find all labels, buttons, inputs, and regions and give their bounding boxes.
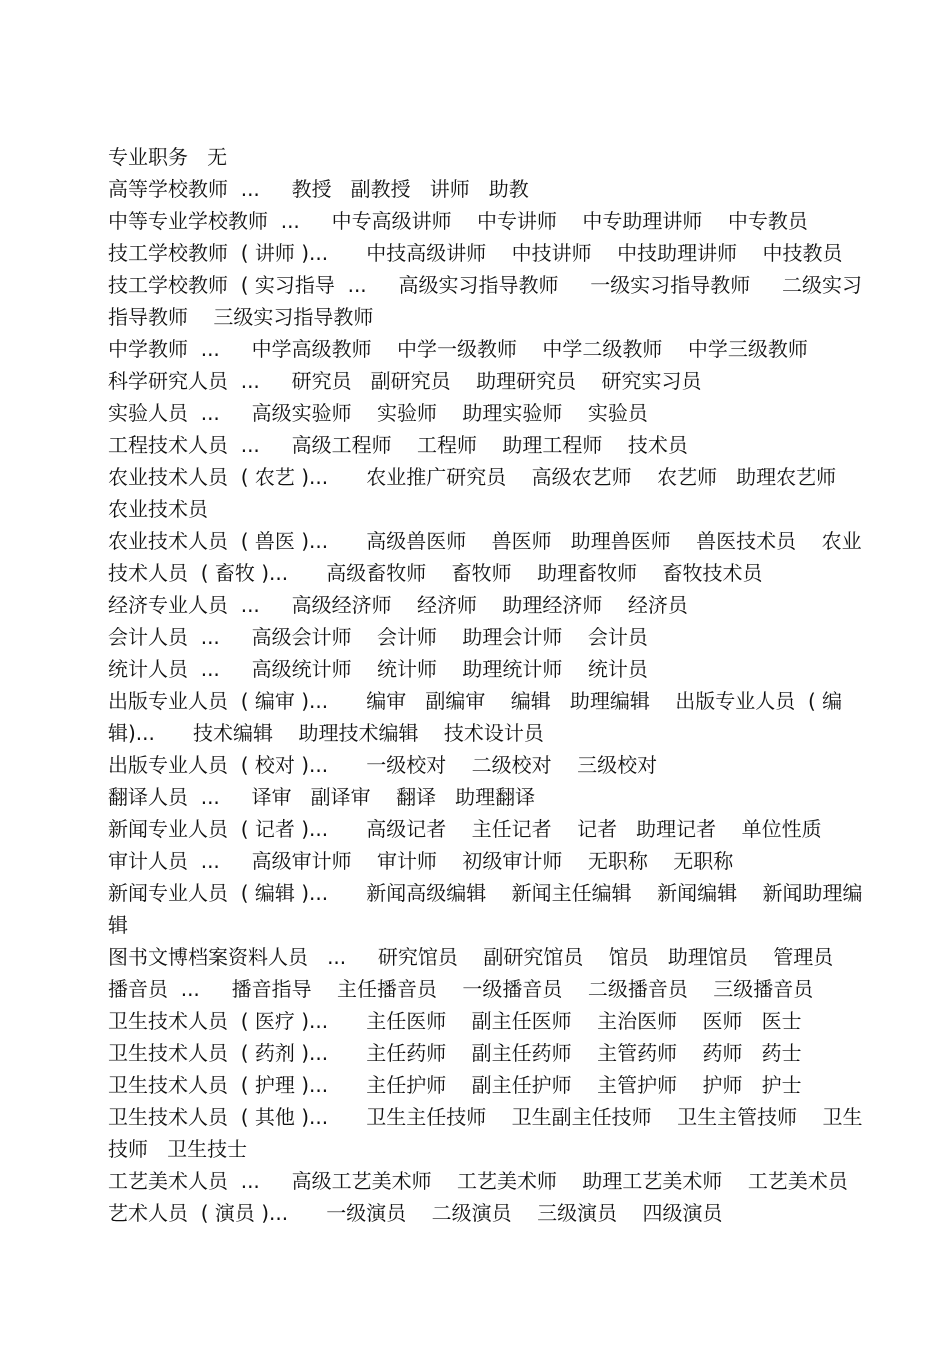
text-line: 农业技术员 — [108, 497, 208, 521]
text-line: 播音员 ... 播音指导 主任播音员 一级播音员 二级播音员 三级播音员 — [108, 977, 814, 1001]
text-line: 专业职务 无 — [108, 145, 228, 169]
text-line: 出版专业人员 ( 编审 )... 编审 副编审 编辑 助理编辑 出版专业人员 ( 编 — [108, 689, 843, 713]
text-line: 技工学校教师 ( 讲师 )... 中技高级讲师 中技讲师 中技助理讲师 中技教员 — [108, 241, 843, 265]
text-line: 新闻专业人员 ( 编辑 )... 新闻高级编辑 新闻主任编辑 新闻编辑 新闻助理编 — [108, 881, 863, 905]
text-line: 工艺美术人员 ... 高级工艺美术师 工艺美术师 助理工艺美术师 工艺美术员 — [108, 1169, 848, 1193]
text-line: 统计人员 ... 高级统计师 统计师 助理统计师 统计员 — [108, 657, 648, 681]
text-line: 实验人员 ... 高级实验师 实验师 助理实验师 实验员 — [108, 401, 648, 425]
text-line: 农业技术人员 ( 农艺 )... 农业推广研究员 高级农艺师 农艺师 助理农艺师 — [108, 465, 837, 489]
text-line: 科学研究人员 ... 研究员 副研究员 助理研究员 研究实习员 — [108, 369, 702, 393]
text-line: 会计人员 ... 高级会计师 会计师 助理会计师 会计员 — [108, 625, 648, 649]
text-line: 技工学校教师 ( 实习指导 ... 高级实习指导教师 一级实习指导教师 二级实习 — [108, 273, 863, 297]
text-line: 技师 卫生技士 — [108, 1137, 248, 1161]
text-line: 卫生技术人员 ( 药剂 )... 主任药师 副主任药师 主管药师 药师 药士 — [108, 1041, 802, 1065]
text-line: 卫生技术人员 ( 其他 )... 卫生主任技师 卫生副主任技师 卫生主管技师 卫生 — [108, 1105, 863, 1129]
text-line: 辑 — [108, 913, 128, 937]
text-line: 新闻专业人员 ( 记者 )... 高级记者 主任记者 记者 助理记者 单位性质 — [108, 817, 822, 841]
text-line: 工程技术人员 ... 高级工程师 工程师 助理工程师 技术员 — [108, 433, 688, 457]
text-line: 卫生技术人员 ( 医疗 )... 主任医师 副主任医师 主治医师 医师 医士 — [108, 1009, 802, 1033]
text-line: 农业技术人员 ( 兽医 )... 高级兽医师 兽医师 助理兽医师 兽医技术员 农业 — [108, 529, 862, 553]
text-line: 经济专业人员 ... 高级经济师 经济师 助理经济师 经济员 — [108, 593, 688, 617]
text-line: 中学教师 ... 中学高级教师 中学一级教师 中学二级教师 中学三级教师 — [108, 337, 808, 361]
text-line: 翻译人员 ... 译审 副译审 翻译 助理翻译 — [108, 785, 536, 809]
text-line: 辑)... 技术编辑 助理技术编辑 技术设计员 — [108, 721, 544, 745]
text-line: 图书文博档案资料人员 ... 研究馆员 副研究馆员 馆员 助理馆员 管理员 — [108, 945, 834, 969]
document-body — [108, 141, 863, 1229]
text-line: 出版专业人员 ( 校对 )... 一级校对 二级校对 三级校对 — [108, 753, 658, 777]
text-line: 审计人员 ... 高级审计师 审计师 初级审计师 无职称 无职称 — [108, 849, 734, 873]
text-line: 技术人员 ( 畜牧 )... 高级畜牧师 畜牧师 助理畜牧师 畜牧技术员 — [108, 561, 763, 585]
text-line: 指导教师 三级实习指导教师 — [108, 305, 374, 329]
text-line: 卫生技术人员 ( 护理 )... 主任护师 副主任护师 主管护师 护师 护士 — [108, 1073, 802, 1097]
text-line: 中等专业学校教师 ... 中专高级讲师 中专讲师 中专助理讲师 中专教员 — [108, 209, 808, 233]
text-line: 高等学校教师 ... 教授 副教授 讲师 助教 — [108, 177, 529, 201]
text-line: 艺术人员 ( 演员 )... 一级演员 二级演员 三级演员 四级演员 — [108, 1201, 723, 1225]
